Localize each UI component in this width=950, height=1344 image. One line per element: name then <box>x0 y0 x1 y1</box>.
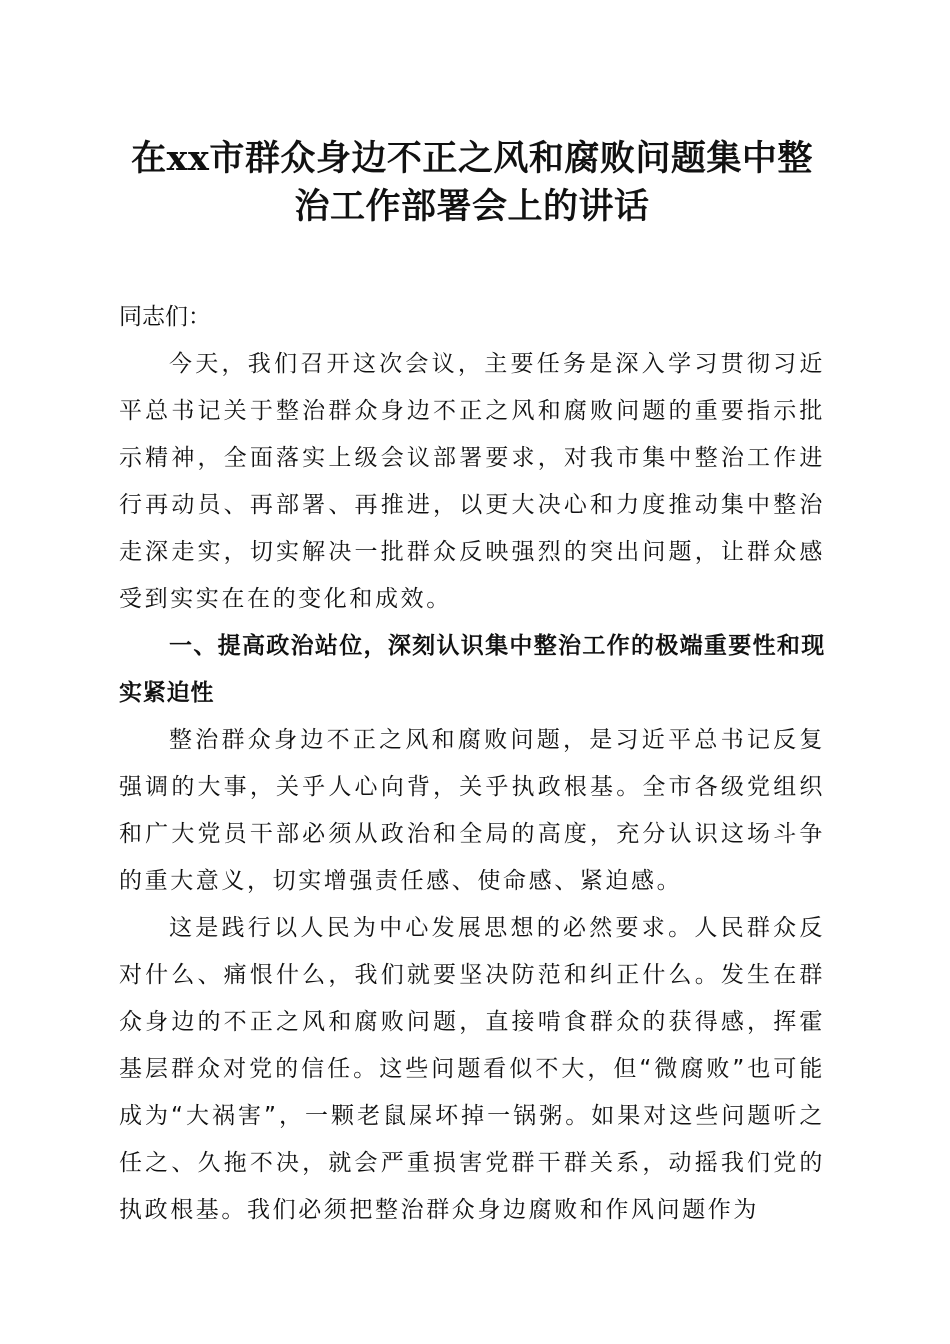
section-heading: 一、提高政治站位，深刻认识集中整治工作的极端重要性和现实紧迫性 <box>119 633 825 706</box>
intro-paragraph: 今天，我们召开这次会议，主要任务是深入学习贯彻习近平总书记关于整治群众身边不正之风和腐败问题的重要指示批示精神，全面落实上级会议部署要求，对我市集中整治工作进行再动员、再部署、再推进，以更大决心和力度推动集中整治走深走实，切实解决一批群众反映强烈的突出问题，让群众感受到实实在在的变化和成效。 <box>119 351 825 612</box>
document-title: 在xx市群众身边不正之风和腐败问题集中整治工作部署会上的讲话 <box>131 138 813 227</box>
section-paragraph: 这是践行以人民为中心发展思想的必然要求。人民群众反对什么、痛恨什么，我们就要坚决防范和纠正什么。发生在群众身边的不正之风和腐败问题，直接啃食群众的获得感，挥霍基层群众对党的信任。这些问题看似不大，但“微腐败”也可能成为“大祸害”，一颗老鼠屎坏掉一锅粥。如果对这些问题听之任之、久拖不决，就会严重损害党群干群关系，动摇我们党的执政根基。我们必须把整治群众身边腐败和作风问题作为 <box>119 915 825 1223</box>
document-page <box>119 135 825 1234</box>
section-paragraph: 整治群众身边不正之风和腐败问题，是习近平总书记反复强调的大事，关乎人心向背，关乎执政根基。全市各级党组织和广大党员干部必须从政治和全局的高度，充分认识这场斗争的重大意义，切实增强责任感、使命感、紧迫感。 <box>119 727 825 894</box>
salutation: 同志们： <box>119 304 211 330</box>
